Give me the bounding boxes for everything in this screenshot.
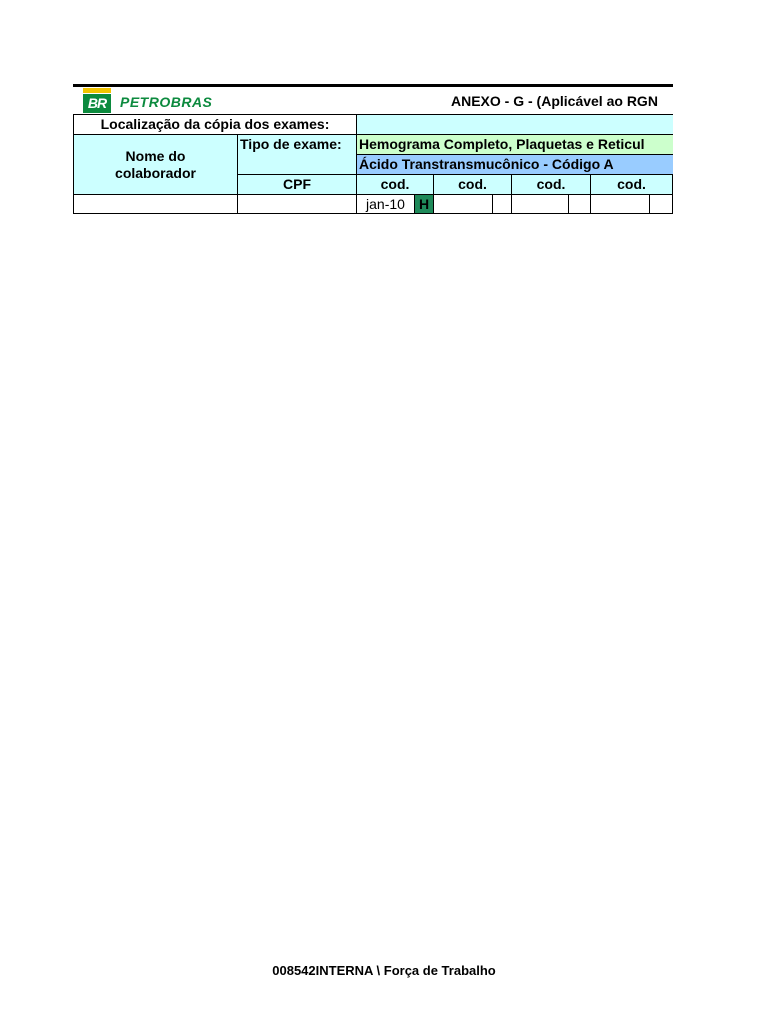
exam-2-name: Ácido Transtransmucônico - Código A (359, 156, 614, 172)
row-1-cpf-cell[interactable] (237, 194, 357, 214)
petrobras-logo-name: PETROBRAS (120, 94, 213, 110)
cpf-header: CPF (283, 176, 311, 192)
page-footer: 008542INTERNA \ Força de Trabalho (272, 963, 496, 978)
row-1-code-flag-cell[interactable] (414, 194, 434, 214)
cod-header-2 (433, 174, 512, 195)
row-1-name-cell[interactable] (73, 194, 238, 214)
location-value-cell[interactable] (356, 114, 673, 135)
cpf-header-cell (237, 174, 357, 195)
cod-header-4 (590, 174, 673, 195)
exam-1-cell[interactable] (356, 134, 673, 155)
exam-1-name: Hemograma Completo, Plaquetas e Reticul (359, 136, 645, 152)
exam-type-label-cell (237, 134, 357, 175)
row-1-cod2-value-cell[interactable] (433, 194, 493, 214)
exam-type-label: Tipo de exame: (240, 136, 342, 152)
petrobras-logo-br: BR (83, 94, 111, 113)
cod-header-2-label: cod. (458, 176, 487, 192)
row-1-cod3-flag-cell[interactable] (568, 194, 591, 214)
name-header-line1: Nome do (125, 147, 186, 164)
spreadsheet-sheet (73, 84, 673, 215)
cod-header-3-label: cod. (536, 176, 566, 192)
row-1-date-cell[interactable] (356, 194, 415, 214)
row-1-cod3-value-cell[interactable] (511, 194, 569, 214)
row-1-cod4-flag-cell[interactable] (649, 194, 673, 214)
top-border-line (73, 84, 673, 87)
cod-header-4-label: cod. (617, 176, 646, 192)
row-1-code-flag: H (418, 195, 430, 212)
cod-header-3 (511, 174, 591, 195)
row-1-date: jan-10 (366, 195, 405, 212)
name-header-cell (73, 134, 238, 195)
location-label: Localização da cópia dos exames: (100, 116, 330, 132)
exam-2-cell[interactable] (356, 154, 673, 175)
document-title: ANEXO - G - (Aplicável ao RGN (451, 93, 658, 109)
row-1-cod4-value-cell[interactable] (590, 194, 650, 214)
petrobras-logo-stripe (83, 88, 111, 93)
cod-header-1-label: cod. (380, 176, 410, 192)
cod-header-1 (356, 174, 434, 195)
location-label-cell (73, 114, 357, 135)
row-1-cod2-flag-cell[interactable] (492, 194, 512, 214)
name-header-line2: colaborador (115, 164, 196, 181)
